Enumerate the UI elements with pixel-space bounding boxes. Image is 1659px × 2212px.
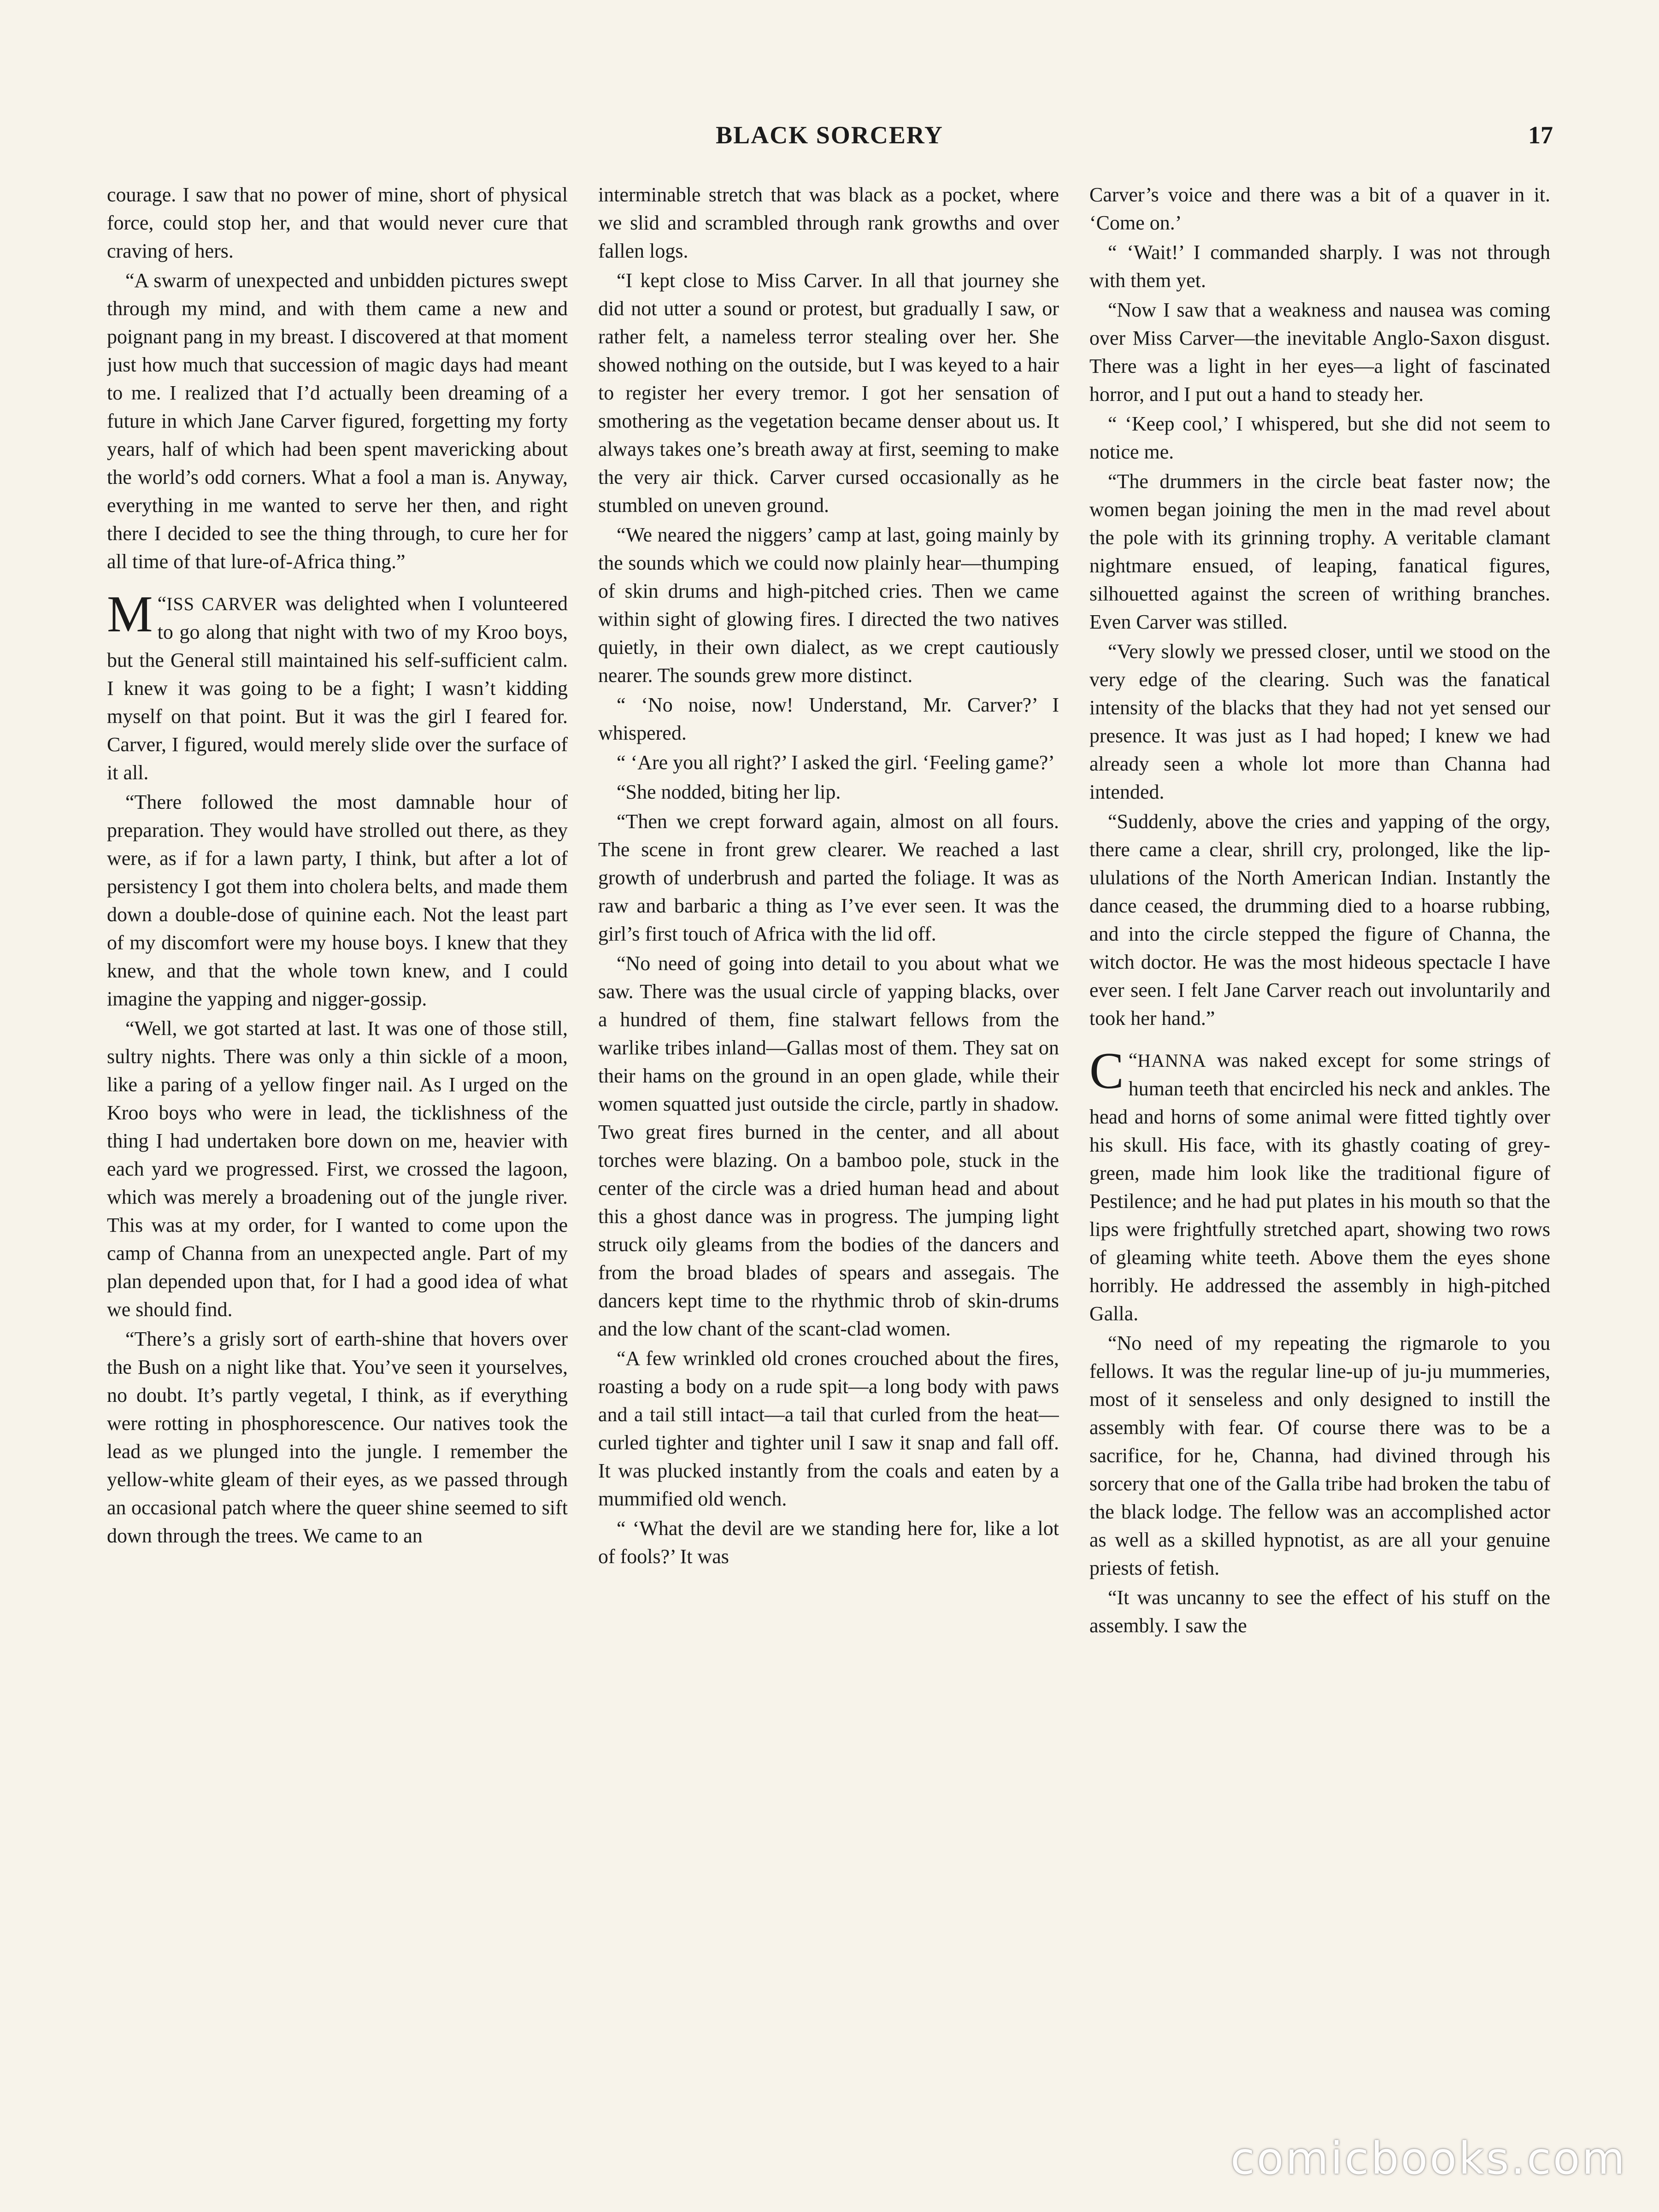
column-3 xyxy=(1089,181,1550,2079)
open-quote: “ xyxy=(157,592,167,615)
section-break-channa xyxy=(1089,1042,1550,1640)
paragraph: “Very slowly we pressed closer, until we stood on the very edge of the clearing. Such was the fanatical intensity of the blacks that they had not yet sensed our presence. It was just as I had hoped; I knew we had already seen a whole lot more than Channa had intended. xyxy=(1089,640,1550,803)
section-lead-paragraph xyxy=(1089,1042,1550,1328)
paragraph: “ ‘Keep cool,’ I whispered, but she did not seem to notice me. xyxy=(1089,412,1550,463)
column-2 xyxy=(598,181,1059,2079)
paragraph: interminable stretch that was black as a pocket, where we slid and scrambled through rank growths and over fallen logs. xyxy=(598,183,1059,262)
paragraph: “No need of going into detail to you about what we saw. There was the usual circle of yapping blacks, over a hundred of them, fine stalwart fellows from the warlike tribes inland—Gallas most of them. They sat on their hams on the ground in an open glade, while their women squatted just outside the circle, partly in shadow. Two great fires burned in the center, and all about torches were blazing. On a bamboo pole, stuck in the center of the circle was a dried human head and about this a ghost dance was in progress. The jumping light struck oily gleams from the bodies of the dancers and from the broad blades of spears and assegais. The dancers kept time to the rhythmic throb of skin-drums and the low chant of the scant-clad women. xyxy=(598,952,1059,1340)
lead-text: was delighted when I volunteered to go along that night with two of my Kroo boys, but the General still maintained his self-sufficient calm. I knew it was going to be a fight; I wasn’t kidding myself on that point. But it was the girl I feared for. Carver, I figured, would merely slide over the surface of it all. xyxy=(107,592,568,784)
lead-smallcaps: HANNA xyxy=(1137,1050,1206,1071)
column-1 xyxy=(107,181,568,2079)
paragraph: “A swarm of unexpected and unbidden pictures swept through my mind, and with them came a new and poignant pang in my breast. I discovered at that moment just how much that succession of magic days had meant to me. I realized that I’d actually been dreaming of a future in which Jane Carver figured, forgetting my forty years, half of which had been spent mavericking about the world’s odd corners. What a fool a man is. Anyway, everything in me wanted to serve her then, and right there I decided to see the thing through, to cure her for all time of that lure-of-Africa thing.” xyxy=(107,269,568,573)
paragraph: “The drummers in the circle beat faster now; the women began joining the men in the mad revel about the pole with its grinning trophy. A veritable clamant nightmare ensued, of leaping, fanatical figures, silhouetted against the screen of writhing branches. Even Carver was stilled. xyxy=(1089,470,1550,633)
paragraph: “Now I saw that a weakness and nausea was coming over Miss Carver—the inevitable Anglo-Saxon disgust. There was a light in her eyes—a light of fascinated horror, and I put out a hand to steady her. xyxy=(1089,299,1550,406)
drop-cap: C xyxy=(1089,1042,1124,1100)
paragraph: “No need of my repeating the rigmarole to you fellows. It was the regular line-up of ju-ju mummeries, most of it senseless and only designed to instill the assembly with fear. Of course there was to be a sacrifice, for he, Channa, had divined through his sorcery that one of the Galla tribe had broken the tabu of the black lodge. The fellow was an accomplished actor as well as a skilled hypnotist, as are all your genuine priests of fetish. xyxy=(1089,1332,1550,1579)
paragraph: “ ‘Are you all right?’ I asked the girl. ‘Feeling game?’ xyxy=(617,751,1055,774)
running-header xyxy=(106,121,1553,158)
paragraph: “ ‘No noise, now! Understand, Mr. Carver?’ I whispered. xyxy=(598,694,1059,744)
lead-text: was naked except for some strings of human teeth that encircled his neck and ankles. The head and horns of some animal were fitted tightly over his skull. His face, with its ghastly coating of grey-green, made him look like the traditional figure of Pestilence; and he had put plates in his mouth so that the lips were frightfully stretched apart, showing two rows of gleaming white teeth. Above them the eyes shone horribly. He addressed the assembly in high-pitched Galla. xyxy=(1089,1049,1550,1325)
paragraph: “ ‘What the devil are we standing here for, like a lot of fools?’ It was xyxy=(598,1517,1059,1568)
paragraph: “A few wrinkled old crones crouched about the fires, roasting a body on a rude spit—a long body with paws and a tail still intact—a tail that curled from the heat—curled tighter and tighter unil I saw it snap and fall off. It was plucked instantly from the coals and eaten by a mummified old wench. xyxy=(598,1347,1059,1510)
paragraph: “There’s a grisly sort of earth-shine that hovers over the Bush on a night like that. You’ve seen it yourselves, no doubt. It’s partly vegetal, I think, as if everything were rotting in phosphorescence. Our natives took the lead as we plunged into the jungle. I remember the yellow-white gleam of their eyes, as we passed through an occasional patch where the queer shine seemed to sift down through the trees. We came to an xyxy=(107,1328,568,1547)
drop-cap: M xyxy=(107,586,153,643)
paragraph: “Suddenly, above the cries and yapping of the orgy, there came a clear, shrill cry, prolonged, like the lip-ululations of the North American Indian. Instantly the dance ceased, the drumming died to a hoarse rubbing, and into the circle stepped the figure of Channa, the witch doctor. He was the most hideous spectacle I have ever seen. I felt Jane Carver reach out involuntarily and took her hand.” xyxy=(1089,810,1550,1030)
running-title: BLACK SORCERY xyxy=(716,121,943,149)
paragraph: “It was uncanny to see the effect of his stuff on the assembly. I saw the xyxy=(1089,1586,1550,1637)
paragraph: “She nodded, biting her lip. xyxy=(617,781,841,803)
paragraph: “We neared the niggers’ camp at last, going mainly by the sounds which we could now plainly hear—thumping of skin drums and high-pitched cries. Then we came within sight of glowing fires. I directed the two natives quietly, in their own dialect, as we crept cautiously nearer. The sounds grew more distinct. xyxy=(598,524,1059,687)
paragraph: “There followed the most damnable hour of preparation. They would have strolled out there, as they were, as if for a lawn party, I think, but after a lot of persistency I got them into cholera belts, and made them down a double-dose of quinine each. Not the least part of my discomfort were my house boys. I knew that they knew, and that the whole town knew, and I could imagine the yapping and nigger-gossip. xyxy=(107,791,568,1010)
text-columns xyxy=(107,181,1550,2079)
section-break-miss-carver xyxy=(107,586,568,1550)
lead-smallcaps: ISS CARVER xyxy=(166,594,278,614)
paragraph: Carver’s voice and there was a bit of a quaver in it. ‘Come on.’ xyxy=(1089,183,1550,234)
watermark-text: comicbooks.com xyxy=(1230,2133,1627,2184)
open-quote: “ xyxy=(1128,1049,1138,1071)
paragraph: courage. I saw that no power of mine, short of physical force, could stop her, and that would never cure that craving of hers. xyxy=(107,183,568,262)
paragraph: “I kept close to Miss Carver. In all that journey she did not utter a sound or protest, but gradually I saw, or rather felt, a nameless terror stealing over her. She showed nothing on the outside, but I was keyed to a hair to register her every tremor. I got her sensation of smothering as the vegetation became denser about us. It always takes one’s breath away at first, seeming to make the very air thick. Carver cursed occasionally as he stumbled on uneven ground. xyxy=(598,269,1059,517)
page-number: 17 xyxy=(1528,121,1553,149)
paragraph: “ ‘Wait!’ I commanded sharply. I was not through with them yet. xyxy=(1089,241,1550,292)
paragraph: “Well, we got started at last. It was one of those still, sultry nights. There was only a thin sickle of a moon, like a paring of a yellow finger nail. As I urged on the Kroo boys who were in lead, the ticklishness of the thing I had undertaken bore down on me, heavier with each yard we progressed. First, we crossed the lagoon, which was merely a broadening out of the jungle river. This was at my order, for I wanted to come upon the camp of Channa from an unexpected angle. Part of my plan depended upon that, for I had a good idea of what we should find. xyxy=(107,1017,568,1321)
section-lead-paragraph xyxy=(107,586,568,787)
paragraph: “Then we crept forward again, almost on all fours. The scene in front grew clearer. We reached a last growth of underbrush and parted the foliage. It was as raw and barbaric a thing as I’ve ever seen. It was the girl’s first touch of Africa with the lid off. xyxy=(598,810,1059,945)
